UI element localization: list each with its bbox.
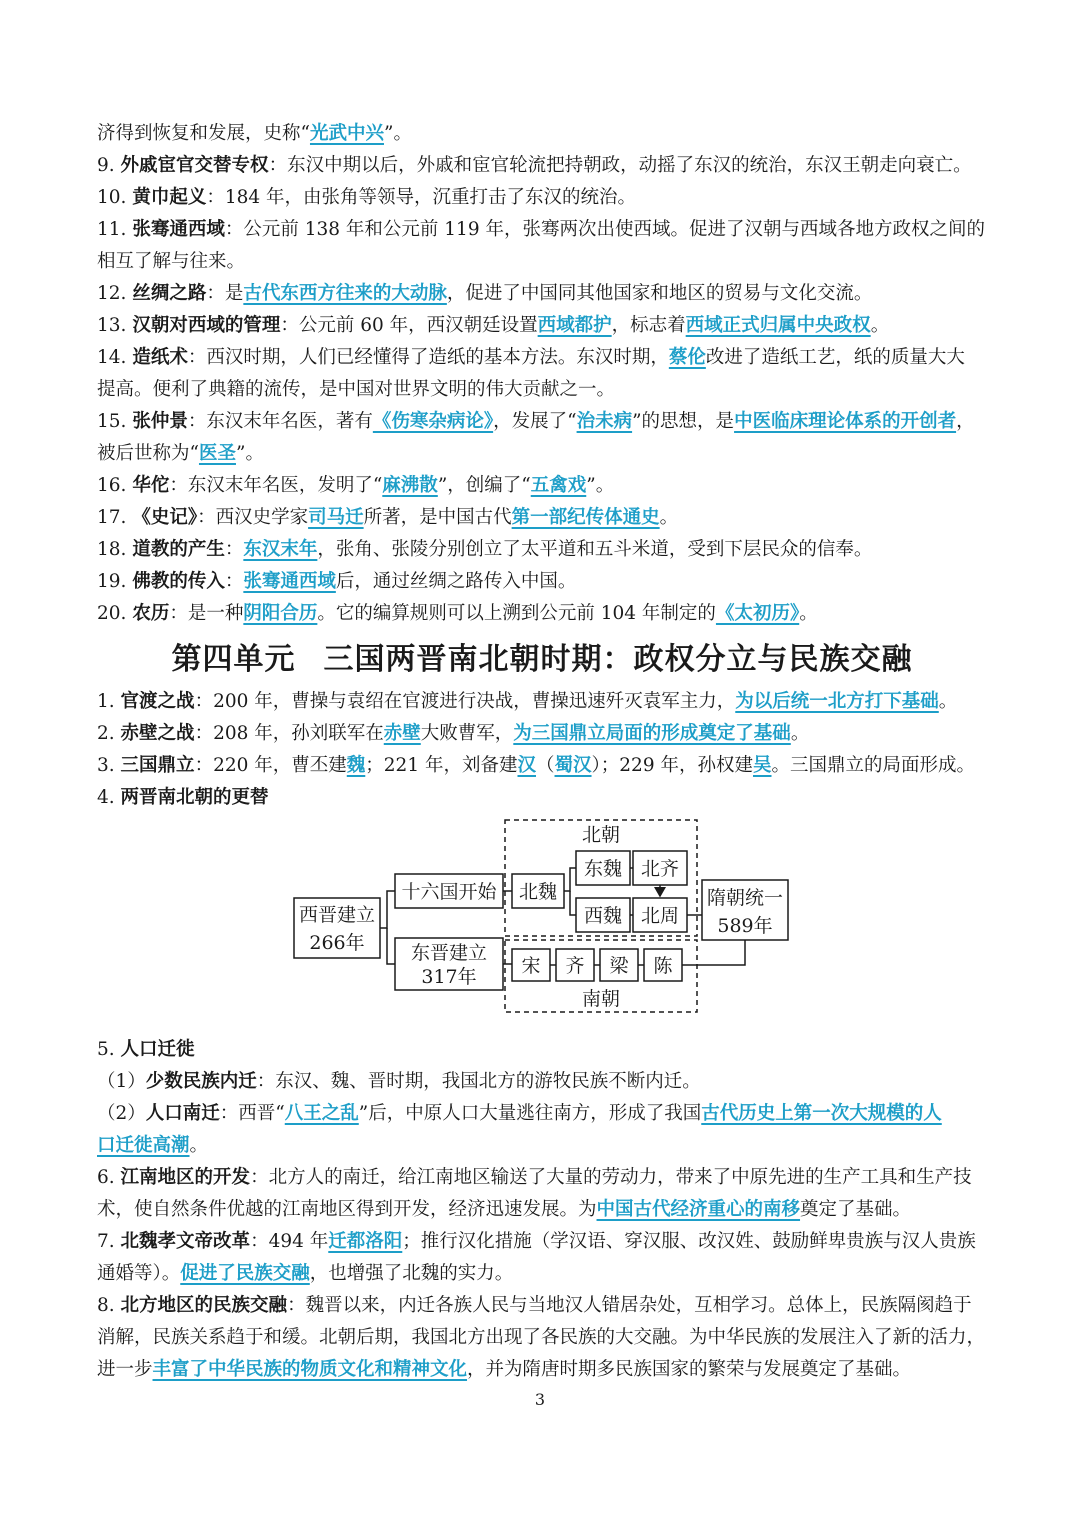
text-run: ：220 年，曹丕建 (194, 755, 347, 776)
text-run: 6. (97, 1167, 121, 1188)
label-sui: 隋朝统一 (706, 887, 784, 909)
unit4b-line (97, 1130, 997, 1162)
term-heading: 外戚宦官交替专权 (120, 155, 269, 176)
label-liang: 梁 (609, 955, 629, 977)
key-point: 为三国鼎立局面的形成奠定了基础 (513, 723, 791, 744)
text-run: 。 (659, 507, 679, 528)
text-run: ：公元前 60 年，西汉朝廷设置 (280, 315, 538, 336)
label-xijin-year: 266年 (309, 932, 365, 954)
text-run: ：西晋“ (219, 1103, 285, 1124)
key-point: 《伤寒杂病论》 (372, 411, 494, 432)
unit4b-line (97, 1290, 997, 1322)
text-run: 11. (97, 219, 133, 240)
text-run: 。 (870, 315, 890, 336)
key-point: 第一部纪传体通史 (511, 507, 660, 528)
term-heading: 造纸术 (132, 347, 188, 368)
unit4a-line (97, 750, 997, 782)
term-heading: 汉朝对西域的管理 (132, 315, 281, 336)
unit3-line (97, 470, 997, 502)
key-point: 古代历史上第一次大规模的人 (701, 1103, 942, 1124)
key-point: 迁都洛阳 (328, 1231, 403, 1252)
text-run: 后，通过丝绸之路传入中国。 (335, 571, 577, 592)
unit4b-line (97, 1162, 997, 1194)
key-point: 《太初历》 (715, 603, 800, 624)
label-dongjin-year: 317年 (421, 966, 477, 988)
text-run: 提高。便利了典籍的流传，是中国对世界文明的伟大贡献之一。 (97, 379, 616, 400)
text-run: 被后世称为“ (97, 443, 199, 464)
term-heading: 江南地区的开发 (120, 1167, 251, 1188)
term-heading: 丝绸之路 (132, 283, 207, 304)
text-run: ：是 (206, 283, 244, 304)
text-run: ”。 (586, 475, 615, 496)
text-run: ：东汉末年名医，著有 (187, 411, 373, 432)
text-run: ：东汉末年名医，发明了“ (169, 475, 383, 496)
text-run: 20. (97, 603, 133, 624)
term-heading: 《史记》 (132, 507, 198, 528)
page-number: 3 (534, 1390, 546, 1409)
key-point: 中医临床理论体系的开创者 (734, 411, 957, 432)
label-beizhou: 北周 (640, 905, 680, 927)
text-run: ）；229 年，孙权建 (591, 755, 753, 776)
unit4b-line (97, 1226, 997, 1258)
unit3-notes (97, 118, 997, 630)
text-run: 术，使自然条件优越的江南地区得到开发，经济迅速发展。为 (97, 1199, 597, 1220)
unit4b-line (97, 1322, 997, 1354)
unit-title (97, 640, 987, 680)
term-heading: 北方地区的民族交融 (120, 1295, 288, 1316)
key-point: 汉 (517, 755, 536, 776)
text-run: ”。 (235, 443, 264, 464)
key-point: 五禽戏 (530, 475, 587, 496)
key-point: 阴阳合历 (243, 603, 318, 624)
key-point: 八王之乱 (284, 1103, 359, 1124)
key-point: 司马迁 (308, 507, 364, 528)
text-run: 消解，民族关系趋于和缓。北朝后期，我国北方出现了各民族的大交融。为中华民族的发展注入了新的活力， (97, 1327, 986, 1348)
term-heading: 人口迁徙 (120, 1039, 195, 1060)
text-run: ，并为隋唐时期多民族国家的繁荣与发展奠定了基础。 (467, 1359, 912, 1380)
text-run: ，张角、张陵分别创立了太平道和五斗米道，受到下层民众的信奉。 (317, 539, 873, 560)
term-heading: 农历 (132, 603, 170, 624)
text-run: ，发展了“ (493, 411, 577, 432)
unit3-line (97, 118, 997, 150)
label-song: 宋 (521, 955, 541, 977)
text-run: 16. (97, 475, 133, 496)
text-run: 。 (938, 691, 958, 712)
term-heading: 佛教的传入 (132, 571, 225, 592)
unit3-line (97, 278, 997, 310)
unit4a-line (97, 718, 997, 750)
text-run: 相互了解与往来。 (97, 251, 246, 272)
term-heading: 三国鼎立 (120, 755, 195, 776)
text-run: ，也增强了北魏的实力。 (309, 1263, 514, 1284)
text-run: 。三国鼎立的局面形成。 (771, 755, 976, 776)
text-run: ：东汉、魏、晋时期，我国北方的游牧民族不断内迁。 (256, 1071, 701, 1092)
term-heading: 人口南迁 (145, 1103, 220, 1124)
text-run: 14. (97, 347, 133, 368)
term-heading: 赤壁之战 (120, 723, 195, 744)
page-content (97, 118, 997, 1386)
text-run: ；推行汉化措施（学汉语、穿汉服、改汉姓、鼓励鲜卑贵族与汉人贵族 (402, 1231, 976, 1252)
key-point: 赤壁 (383, 723, 421, 744)
text-run: ：魏晋以来，内迁各族人民与当地汉人错居杂处，互相学习。总体上，民族隔阂趋于 (287, 1295, 972, 1316)
text-run: ”的思想，是 (632, 411, 735, 432)
text-run: ：184 年，由张角等领导，沉重打击了东汉的统治。 (206, 187, 637, 208)
text-run: ：是一种 (169, 603, 244, 624)
text-run: 15. (97, 411, 133, 432)
text-run: ：200 年，曹操与袁绍在官渡进行决战，曹操迅速歼灭袁军主力， (194, 691, 736, 712)
text-run: 进一步 (97, 1359, 153, 1380)
label-dongwei: 东魏 (583, 858, 623, 880)
text-run: ”，创编了“ (437, 475, 531, 496)
key-point: 光武中兴 (309, 123, 384, 144)
key-point: 东汉末年 (243, 539, 318, 560)
key-point: 魏 (346, 755, 366, 776)
term-heading: 北魏孝文帝改革 (120, 1231, 251, 1252)
term-heading: 张骞通西域 (132, 219, 225, 240)
text-run: 。 (799, 603, 818, 624)
text-run: ：公元前 138 年和公元前 119 年，张骞两次出使西域。促进了汉朝与西域各地方政权之间的 (224, 219, 985, 240)
unit3-line (97, 598, 997, 630)
text-run: ：208 年，孙刘联军在 (194, 723, 384, 744)
key-point: 麻沸散 (382, 475, 438, 496)
key-point: 蔡伦 (668, 347, 706, 368)
unit-title-number: 第四单元 (171, 642, 296, 677)
text-run: ”后，中原人口大量逃往南方，形成了我国 (358, 1103, 702, 1124)
unit4b-line (97, 1354, 997, 1386)
unit4b-line (97, 1098, 997, 1130)
term-heading: 两晋南北朝的更替 (120, 787, 269, 808)
key-point: 医圣 (198, 443, 236, 464)
unit3-line (97, 374, 997, 406)
unit4-notes-part1 (97, 686, 997, 814)
text-run: ：494 年 (250, 1231, 329, 1252)
text-run: ：东汉中期以后，外戚和宦官轮流把持朝政，动摇了东汉的统治，东汉王朝走向衰亡。 (268, 155, 972, 176)
text-run: ：西汉时期，人们已经懂得了造纸的基本方法。东汉时期， (187, 347, 669, 368)
label-nanchao: 南朝 (581, 988, 621, 1010)
unit3-line (97, 566, 997, 598)
unit3-line (97, 502, 997, 534)
key-point: 西域都护 (537, 315, 612, 336)
unit3-line (97, 438, 997, 470)
text-run: 。 (790, 723, 810, 744)
text-run: ： (224, 571, 244, 592)
text-run: ，标志着 (611, 315, 686, 336)
unit4b-line (97, 1034, 997, 1066)
unit3-line (97, 342, 997, 374)
term-heading: 黄巾起义 (132, 187, 207, 208)
dynasty-succession-diagram (290, 816, 790, 1016)
unit4-notes-part2 (97, 1034, 997, 1386)
text-run: 9. (97, 155, 121, 176)
label-dongjin: 东晋建立 (410, 942, 488, 964)
term-heading: 道教的产生 (132, 539, 225, 560)
text-run: 通婚等）。 (97, 1263, 181, 1284)
unit4b-line (97, 1194, 997, 1226)
label-sixteen: 十六国开始 (401, 881, 497, 903)
unit3-line (97, 406, 997, 438)
text-run: ”。 (383, 123, 412, 144)
unit3-line (97, 150, 997, 182)
key-point: 西域正式归属中央政权 (685, 315, 871, 336)
key-point: 古代东西方往来的大动脉 (243, 283, 447, 304)
unit3-line (97, 214, 997, 246)
unit-title-text: 三国两晋南北朝时期：政权分立与民族交融 (323, 642, 913, 677)
text-run: ： (224, 539, 244, 560)
text-run: 13. (97, 315, 133, 336)
key-point: 丰富了中华民族的物质文化和精神文化 (152, 1359, 468, 1380)
label-qi: 齐 (565, 955, 585, 977)
text-run: 改进了造纸工艺，纸的质量大大 (705, 347, 965, 368)
label-beiqi: 北齐 (640, 858, 680, 880)
text-run: 3. (97, 755, 121, 776)
key-point: 中国古代经济重心的南移 (596, 1199, 801, 1220)
text-run: （2） (97, 1103, 146, 1124)
term-heading: 张仲景 (132, 411, 188, 432)
key-point: 张骞通西域 (243, 571, 336, 592)
key-point: 蜀汉 (554, 755, 592, 776)
text-run: 10. (97, 187, 133, 208)
text-run: 18. (97, 539, 133, 560)
label-beichao: 北朝 (581, 824, 621, 846)
unit3-line (97, 310, 997, 342)
text-run: 17. (97, 507, 133, 528)
text-run: 。 (189, 1135, 209, 1156)
unit3-line (97, 246, 997, 278)
key-point: 为以后统一北方打下基础 (735, 691, 939, 712)
term-heading: 官渡之战 (120, 691, 195, 712)
text-run: ：西汉史学家 (197, 507, 309, 528)
text-run: 12. (97, 283, 133, 304)
term-heading: 少数民族内迁 (145, 1071, 257, 1092)
text-run: 1. (97, 691, 121, 712)
unit3-line (97, 534, 997, 566)
label-chen: 陈 (653, 955, 673, 977)
text-run: ；221 年，刘备建 (365, 755, 518, 776)
unit4a-line (97, 782, 997, 814)
unit4a-line (97, 686, 997, 718)
text-run: 济得到恢复和发展，史称“ (97, 123, 310, 144)
unit4b-line (97, 1258, 997, 1290)
key-point: 治未病 (576, 411, 633, 432)
text-run: （ (536, 755, 555, 776)
text-run: 大败曹军， (420, 723, 514, 744)
text-run: 奠定了基础。 (800, 1199, 912, 1220)
text-run: 4. (97, 787, 121, 808)
text-run: 7. (97, 1231, 121, 1252)
text-run: 所著，是中国古代 (363, 507, 512, 528)
label-xijin: 西晋建立 (298, 904, 376, 926)
text-run: ，促进了中国同其他国家和地区的贸易与文化交流。 (446, 283, 873, 304)
text-run: 5. (97, 1039, 121, 1060)
label-xiwei: 西魏 (583, 905, 623, 927)
label-sui-year: 589年 (717, 915, 773, 937)
key-point: 吴 (752, 755, 772, 776)
text-run: ：北方人的南迁，给江南地区输送了大量的劳动力，带来了中原先进的生产工具和生产技 (250, 1167, 972, 1188)
term-heading: 华佗 (132, 475, 170, 496)
label-beiwei: 北魏 (518, 881, 558, 903)
unit4b-line (97, 1066, 997, 1098)
key-point: 口迁徙高潮 (97, 1135, 190, 1156)
text-run: 。它的编算规则可以上溯到公元前 104 年制定的 (317, 603, 716, 624)
text-run: 8. (97, 1295, 121, 1316)
text-run: ， (956, 411, 975, 432)
text-run: （1） (97, 1071, 146, 1092)
unit3-line (97, 182, 997, 214)
key-point: 促进了民族交融 (180, 1263, 310, 1284)
text-run: 2. (97, 723, 121, 744)
text-run: 19. (97, 571, 133, 592)
